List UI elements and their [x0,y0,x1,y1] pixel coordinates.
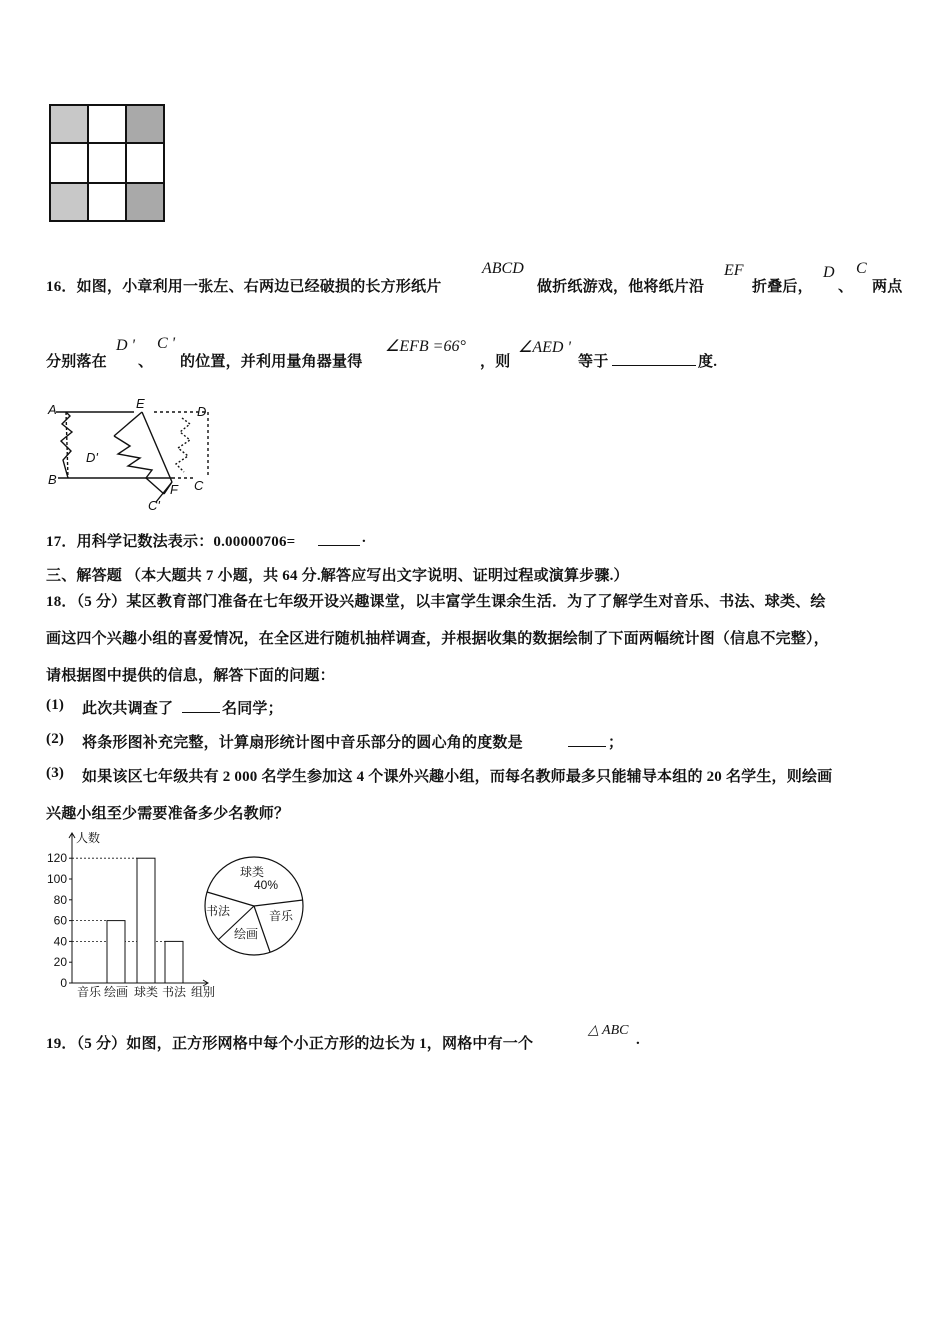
fold-label-e: E [136,396,145,411]
grid-cell-top-left [50,105,88,143]
q18-part1-text-b: 名同学； [222,701,283,717]
q17-text: 17．用科学记数法表示：0.00000706= [46,534,296,550]
pie-label-calligraphy: 书法 [206,904,231,918]
bar-category-label: 绘画 [103,985,129,999]
grid-cell-bottom-right [126,183,164,221]
q18-part1-num: (1) [46,697,65,713]
bar-chart-ylabel: 人数 [76,831,101,845]
q18-part3-text-a: 如果该区七年级共有 2 000 名学生参加这 4 个课外兴趣小组，而每名教师最多只能辅导本组的 20 名学生，则绘画 [82,769,833,785]
q18-part3-num: (3) [46,765,65,781]
q16-text-2a: 分别落在 [46,354,107,370]
bar-chart-xlabel: 组别 [191,985,216,999]
q18-part2-text-a: 将条形图补充完整，计算扇形统计图中音乐部分的圆心角的度数是 [82,735,523,751]
grid-cell-bottom-left [50,183,88,221]
fold-figure [44,394,220,512]
pie-chart [200,852,310,962]
q16-text-1d: 两点 [872,279,903,295]
q18-part1-blank [182,698,220,713]
fold-label-c: C [194,478,204,493]
q18-part1-text-a: 此次共调查了 [82,701,174,717]
q16-sep-1: 、 [838,279,854,295]
fold-label-b: B [48,472,57,487]
bar-ytick-label: 20 [53,955,67,970]
q16-text-1a: 16．如图，小章利用一张左、右两边已经破损的长方形纸片 [46,279,442,295]
bar-category-label: 球类 [133,985,159,999]
q16-math-cprime: C ' [157,335,176,352]
q16-answer-blank [612,351,696,366]
q16-sep-2: 、 [138,354,154,370]
bar-ytick-label: 100 [46,872,67,886]
q19-math-triangle: △ ABC [588,1023,629,1038]
q16-text-2c: ，则 [480,354,511,370]
pie-label-painting: 绘画 [234,927,259,941]
fold-label-dprime: D' [86,450,98,465]
q18-part2-blank [568,732,606,747]
pie-label-ball: 球类 [240,865,265,879]
q16-math-angle-efb: ∠EFB =66° [385,338,466,355]
q18-part2-text-b: ； [608,735,624,751]
q16-math-c: C [856,260,867,277]
fold-label-d: D [197,404,207,419]
pie-divider-2 [254,900,303,906]
q17-answer-blank [318,531,360,546]
q16-text-2e: 度. [698,354,718,370]
bar-ytick-label: 40 [53,934,67,949]
q16-text-1b: 做折纸游戏，他将纸片沿 [537,279,705,295]
fold-label-a: A [48,402,57,417]
q16-math-abcd: ABCD [482,260,524,277]
q16-math-dprime: D ' [116,337,135,354]
q18-line-1: 18．（5 分）某区教育部门准备在七年级开设兴趣课堂，以丰富学生课余生活．为了了解学生对音乐、书法、球类、绘 [46,594,826,610]
bar-3 [165,941,183,983]
bar-ytick-label: 0 [60,976,67,990]
q16-math-angle-aed: ∠AED ' [518,339,571,356]
q19-text-a: 19．（5 分）如图，正方形网格中每个小正方形的边长为 1，网格中有一个 [46,1036,534,1052]
bar-ytick-label: 80 [53,892,67,907]
bar-category-label: 书法 [161,985,187,999]
section3-heading: 三、解答题 （本大题共 7 小题，共 64 分.解答应写出文字说明、证明过程或演算步骤.） [46,568,629,584]
q17-end: . [362,530,366,546]
grid-figure [48,103,168,225]
q16-math-d: D [823,264,835,281]
bar-ytick-label: 120 [46,851,67,866]
q16-text-2b: 的位置，并利用量角器量得 [180,354,363,370]
bar-ytick-label: 60 [53,913,67,928]
q16-math-ef: EF [724,262,744,279]
fold-label-cprime: C' [148,498,160,512]
bar-category-label: 音乐 [76,985,102,999]
q16-text-1c: 折叠后， [752,279,813,295]
q18-part3-text-b: 兴趣小组至少需要准备多少名教师？ [46,806,290,822]
fold-label-f: F [170,482,178,497]
bar-2 [137,858,155,983]
q16-text-2d: 等于 [578,354,609,370]
bar-1 [107,921,125,983]
q18-part2-num: (2) [46,731,65,747]
grid-cell-top-right [126,105,164,143]
q18-line-3: 请根据图中提供的信息，解答下面的问题： [46,668,335,684]
q19-text-b: . [636,1032,640,1048]
q18-line-2: 画这四个兴趣小组的喜爱情况，在全区进行随机抽样调查，并根据收集的数据绘制了下面两幅统计图（信息不完整）， [46,631,829,647]
pie-label-music: 音乐 [269,909,294,923]
pie-label-ball-pct: 40% [254,878,279,892]
